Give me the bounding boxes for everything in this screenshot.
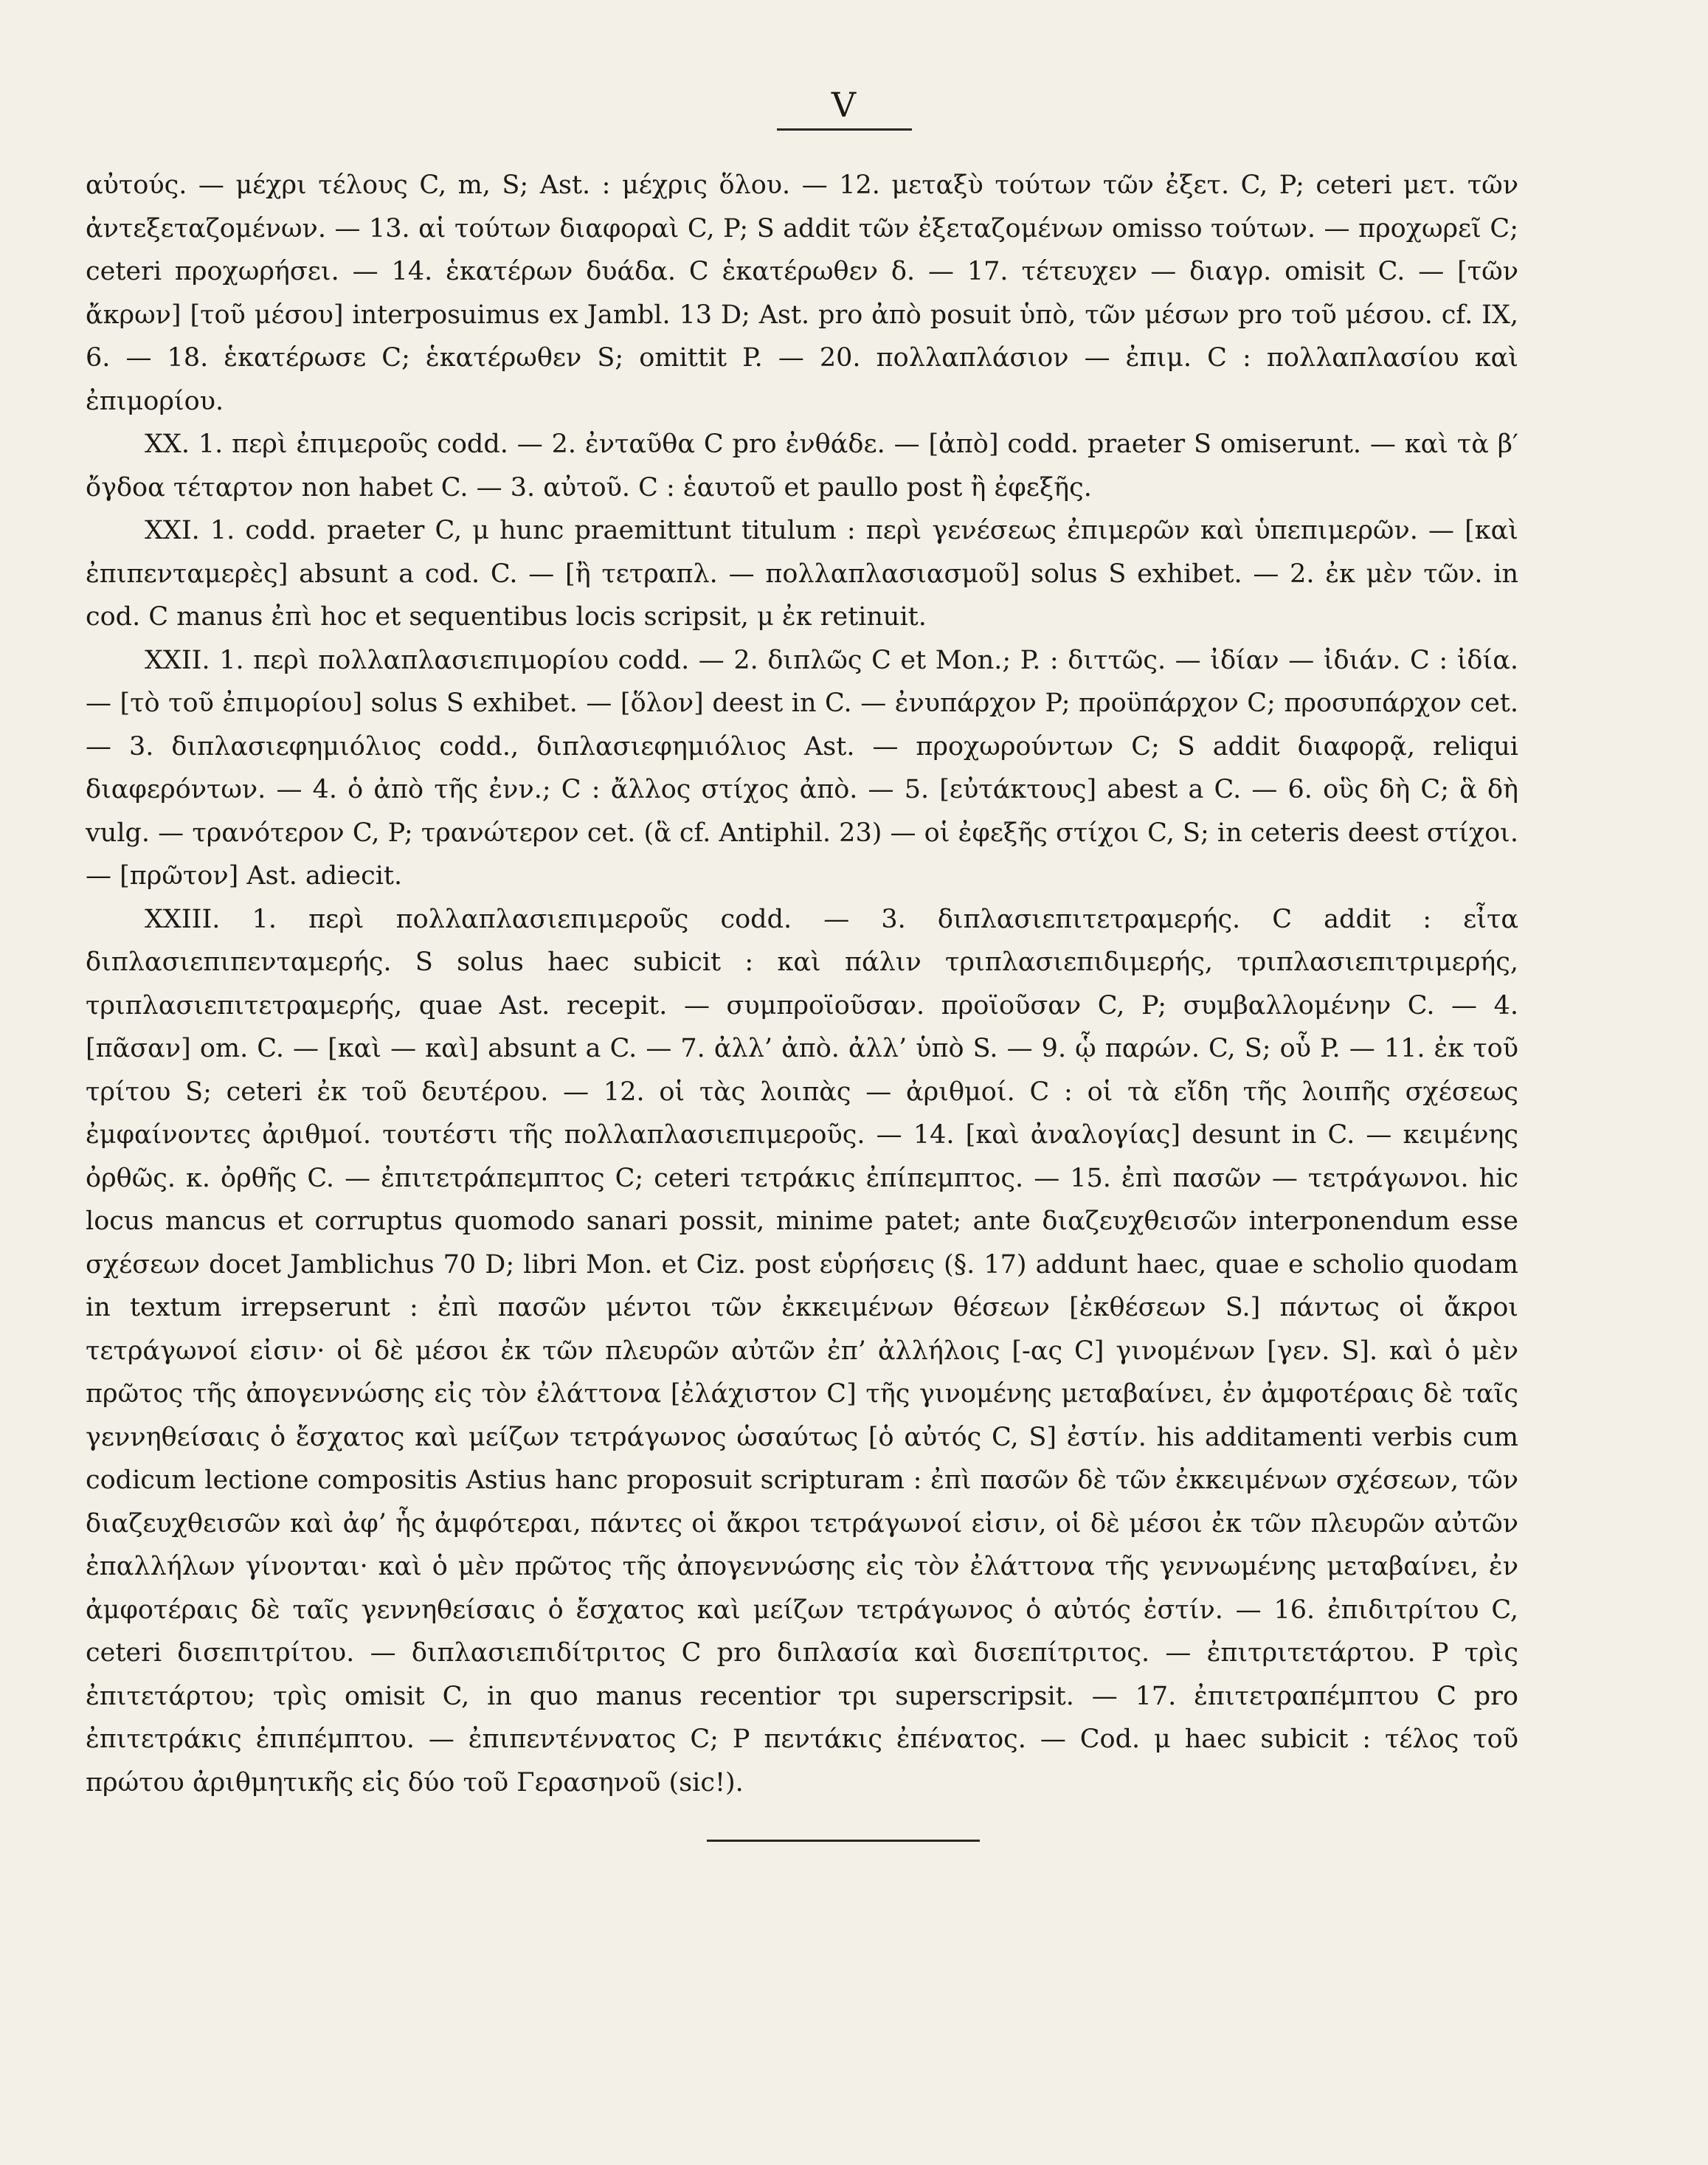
footer-rule [707,1840,980,1842]
apparatus-paragraph-xx: XX. 1. περὶ ἐπιμεροῦς codd. — 2. ἐνταῦθα C pro ἐνθάδε. — [ἀπὸ] codd. praeter S omiserunt. — καὶ τὰ β′ ὄγδοα τέταρτον non habet C. — 3. αὐτοῦ. C : ἑαυτοῦ et paullo post ἢ ἐφεξῆς. [86,429,1518,503]
apparatus-paragraph-continuation: αὐτούς. — μέχρι τέλους C, m, S; Ast. : μέχρις ὅλου. — 12. μεταξὺ τούτων τῶν ἐξετ. C, P; ceteri μετ. τῶν ἀντεξεταζομένων. — 13. αἱ τούτων διαφοραὶ C, P; S addit τῶν ἐξεταζομένων omisso τούτων. — προχωρεῖ C; ceteri προχωρήσει. — 14. ἑκατέρων δυάδα. C ἑκατέρωθεν δ. — 17. τέτευχεν — διαγρ. omisit C. — [τῶν ἄκρων] [τοῦ μέσου] interposuimus ex Jambl. 13 D; Ast. pro ἀπὸ posuit ὑπὸ, τῶν μέσων pro τοῦ μέσου. cf. IX, 6. — 18. ἑκατέρωσε C; ἑκατέρωθεν S; omittit P. — 20. πολλαπλάσιον — ἐπιμ. C : πολλαπλασίου καὶ ἐπιμορίου. [86,170,1518,416]
apparatus-paragraph-xxii: XXII. 1. περὶ πολλαπλασιεπιμορίου codd. — 2. διπλῶς C et Mon.; P. : διττῶς. — ἰδίαν — ἰδιάν. C : ἰδία. — [τὸ τοῦ ἐπιμορίου] solus S exhibet. — [ὅλον] deest in C. — ἐνυπάρχον P; προϋπάρχον C; προσυπάρχον cet. — 3. διπλασιεφημιόλιος codd., διπλασιεφημιόλιος Ast. — προχωρούντων C; S addit διαφορᾷ, reliqui διαφερόντων. — 4. ὁ ἀπὸ τῆς ἐνν.; C : ἄλλος στίχος ἀπὸ. — 5. [εὐτάκτους] abest a C. — 6. οὓς δὴ C; ἃ δὴ vulg. — τρανότερον C, P; τρανώτερον cet. (ἃ cf. Antiphil. 23) — οἱ ἐφεξῆς στίχοι C, S; in ceteris deest στίχοι. — [πρῶτον] Ast. adiecit. [86,645,1518,891]
header-rule [777,128,912,131]
apparatus-paragraph-xxiii: XXIII. 1. περὶ πολλαπλασιεπιμεροῦς codd. — 3. διπλασιεπιτετραμερής. C addit : εἶτα διπλασιεπιπενταμερής. S solus haec subicit : καὶ πάλιν τριπλασιεπιδιμερής, τριπλασιεπιτριμερής, τριπλασιεπιτετραμερής, quae Ast. recepit. — συμπροϊοῦσαν. προϊοῦσαν C, P; συμβαλλομένην C. — 4. [πᾶσαν] om. C. — [καὶ — καὶ] absunt a C. — 7. ἀλλ’ ἀπὸ. ἀλλ’ ὑπὸ S. — 9. ᾧ παρών. C, S; οὗ P. — 11. ἐκ τοῦ τρίτου S; ceteri ἐκ τοῦ δευτέρου. — 12. οἱ τὰς λοιπὰς — ἀριθμοί. C : οἱ τὰ εἴδη τῆς λοιπῆς σχέσεως ἐμφαίνοντες ἀριθμοί. τουτέστι τῆς πολλαπλασιεπιμεροῦς. — 14. [καὶ ἀναλογίας] desunt in C. — κειμένης ὀρθῶς. κ. ὀρθῆς C. — ἐπιτετράπεμπτος C; ceteri τετράκις ἐπίπεμπτος. — 15. ἐπὶ πασῶν — τετράγωνοι. hic locus mancus et corruptus quomodo sanari possit, minime patet; ante διαζευχθεισῶν interponendum esse σχέσεων docet Jamblichus 70 D; libri Mon. et Ciz. post εὑρήσεις (§. 17) addunt haec, quae e scholio quodam in textum irrepserunt : ἐπὶ πασῶν μέντοι τῶν ἐκκειμένων θέσεων [ἐκθέσεων S.] πάντως οἱ ἄκροι τετράγωνοί εἰσιν· οἱ δὲ μέσοι ἐκ τῶν πλευρῶν αὐτῶν ἐπ’ ἀλλήλοις [-ας C] γινομένων [γεν. S]. καὶ ὁ μὲν πρῶτος τῆς ἀπογεννώσης εἰς τὸν ἐλάττονα [ἐλάχιστον C] τῆς γινομένης μεταβαίνει, ἐν ἀμφοτέραις δὲ ταῖς γεννηθείσαις ὁ ἔσχατος καὶ μείζων τετράγωνος ὡσαύτως [ὁ αὐτός C, S] ἐστίν. his additamenti verbis cum codicum lectione compositis Astius hanc proposuit scripturam : ἐπὶ πασῶν δὲ τῶν ἐκκειμένων σχέσεων, τῶν διαζευχθεισῶν καὶ ἀφ’ ἧς ἀμφότεραι, πάντες οἱ ἄκροι τετράγωνοί εἰσιν, οἱ δὲ μέσοι ἐκ τῶν πλευρῶν αὐτῶν ἐπαλλήλων γίνονται· καὶ ὁ μὲν πρῶτος τῆς ἀπογεννώσης εἰς τὸν ἐλάττονα τῆς γεννωμένης μεταβαίνει, ἐν ἀμφοτέραις δὲ ταῖς γεννηθείσαις ὁ ἔσχατος καὶ μείζων τετράγωνος ὁ αὐτός ἐστίν. — 16. ἐπιδιτρίτου C, ceteri δισεπιτρίτου. — διπλασιεπιδίτριτος C pro διπλασία καὶ δισεπίτριτος. — ἐπιτριτετάρτου. P τρὶς ἐπιτετάρτου; τρὶς omisit C, in quo manus recentior τρι superscripsit. — 17. ἐπιτετραπέμπτου C pro ἐπιτετράκις ἐπιπέμπτου. — ἐπιπεντέννατος C; P πεντάκις ἐπένατος. — Cod. μ haec subicit : τέλος τοῦ πρώτου ἀριθμητικῆς εἰς δύο τοῦ Γερασηνοῦ (sic!). [86,904,1518,1798]
apparatus-paragraph-xxi: XXI. 1. codd. praeter C, μ hunc praemittunt titulum : περὶ γενέσεως ἐπιμερῶν καὶ ὑπεπιμερῶν. — [καὶ ἐπιπενταμερὲς] absunt a cod. C. — [ἢ τετραπλ. — πολλαπλασιασμοῦ] solus S exhibet. — 2. ἐκ μὲν τῶν. in cod. C manus ἐπὶ hoc et sequentibus locis scripsit, μ ἐκ retinuit. [86,516,1518,632]
critical-apparatus [86,164,1518,1804]
page-number: V [831,85,858,125]
